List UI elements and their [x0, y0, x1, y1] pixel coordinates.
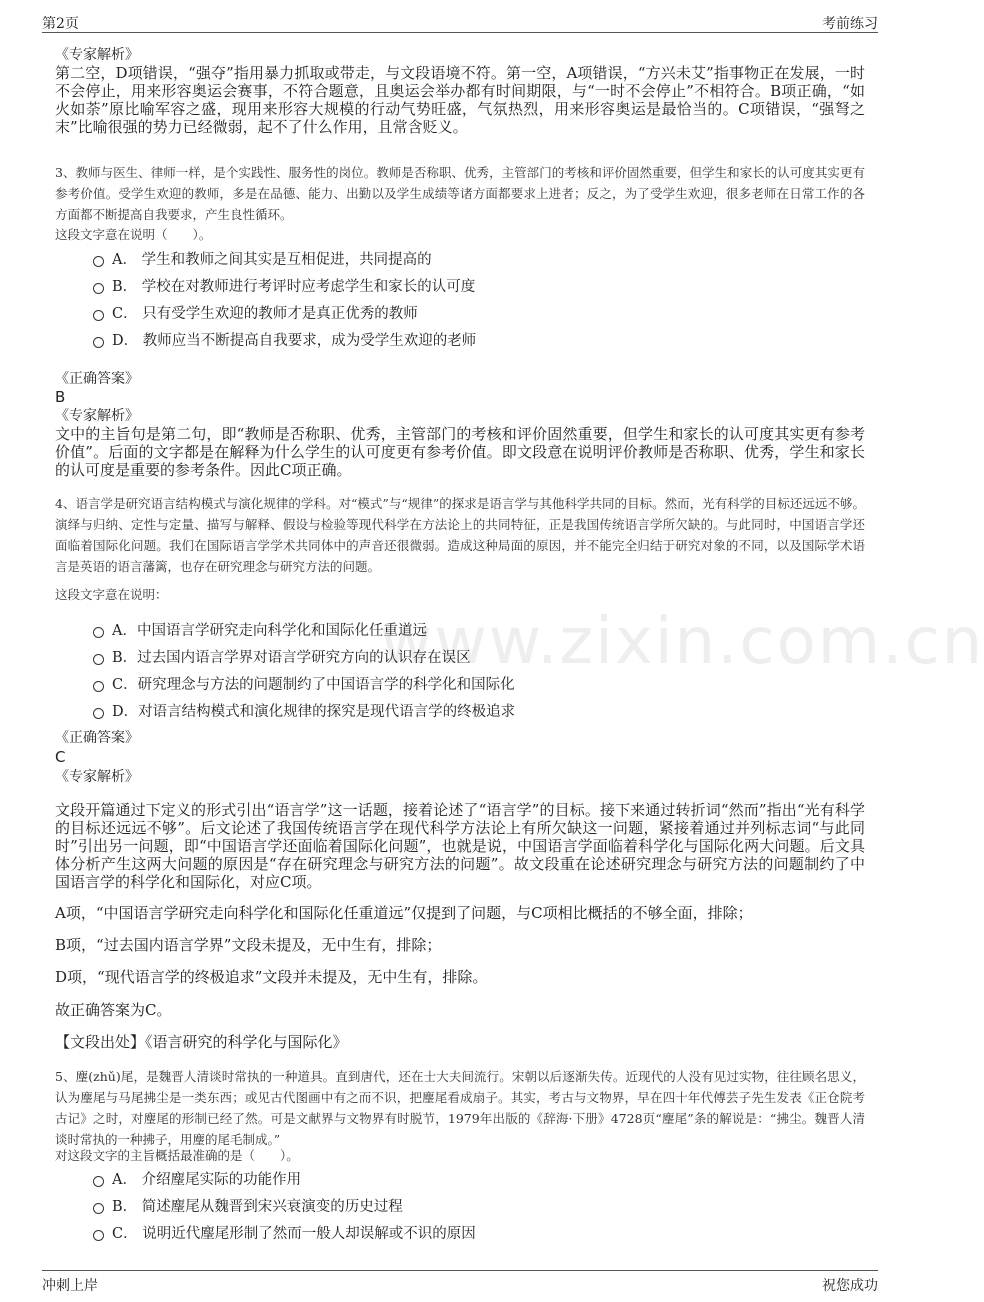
watermark: www.zixin.com.cn — [380, 605, 984, 679]
q5-stem: 5、麈(zhǔ)尾，是魏晋人清谈时常执的一种道具。直到唐代，还在士大夫间流行。宋朝以后逐渐失传。近现代的人没有见过实物，往往顾名思义，认为麈尾与马尾拂尘是一类东西；或见古代图画中有之而不识，把麈尾看成扇子。其实，考古与文物界，早在四十年代傅芸子先生发表《正仓院考古记》之时，对麈尾的形制已经了然。可是文献界与文物界有时脱节，1979年出版的《辞海·下册》4728页“麈尾”条的解说是：“拂尘。魏晋人清谈时常执的一种拂子，用麈的尾毛制成。” — [55, 1069, 865, 1147]
q5-option-c[interactable]: C． 说明近代麈尾形制了然而一般人却误解或不识的原因 — [93, 1220, 476, 1244]
radio-icon[interactable] — [93, 256, 104, 267]
q5-option-a[interactable]: A． 介绍麈尾实际的功能作用 — [93, 1166, 301, 1190]
q3-option-b[interactable]: B． 学校在对教师进行考评时应考虑学生和家长的认可度 — [93, 273, 475, 297]
q4-analysis: 文段开篇通过下定义的形式引出“语言学”这一话题，接着论述了“语言学”的目标。接下来通过转折词“然而”指出“光有科学的目标还远远不够”。后文论述了我国传统语言学在现代科学方法论上有所欠缺这一问题，紧接着通过并列标志词“与此同时”引出另一问题，即“中国语言学还面临着国际化问题”，也就是说，中国语言学面临着科学化与国际化两大问题。后文具体分析产生这两大问题的原因是“存在研究理念与研究方法的问题”。故文段重在论述研究理念与研究方法的问题制约了中国语言学的科学化和国际化，对应C项。 — [55, 801, 865, 891]
q2-analysis-text: 第二空，D项错误，“强夺”指用暴力抓取或带走，与文段语境不符。第一空，A项错误，“方兴未艾”指事物正在发展，一时不会停止，用来形容奥运会赛事，不符合题意，且奥运会举办都有时间期限，与“一时不会停止”不相符合。B项正确，“如火如荼”原比喻军容之盛，现用来形容大规模的行动气势旺盛，气氛热烈，用来形容奥运是最恰当的。C项错误，“强弩之末”比喻很强的势力已经微弱，起不了什么作用，且常含贬义。 — [55, 64, 865, 136]
q2-analysis-label: 《专家解析》 — [55, 47, 139, 63]
radio-icon[interactable] — [93, 310, 104, 321]
q4-analysis-label: 《专家解析》 — [55, 769, 139, 785]
q3-analysis-label: 《专家解析》 — [55, 408, 139, 424]
radio-icon[interactable] — [93, 627, 104, 638]
q4-answer: C — [55, 748, 66, 766]
radio-icon[interactable] — [93, 681, 104, 692]
q3-analysis: 文中的主旨句是第二句，即“教师是否称职、优秀，主管部门的考核和评价固然重要，但学生和家长的认可度其实更有参考价值”。后面的文字都是在解释为什么学生的认可度更有参考价值。即文段意在说明评价教师是否称职、优秀，学生和家长的认可度是重要的参考条件。因此C项正确。 — [55, 425, 865, 479]
radio-icon[interactable] — [93, 654, 104, 665]
q4-option-a[interactable]: A．中国语言学研究走向科学化和国际化任重道远 — [93, 617, 427, 641]
page-footer — [42, 1270, 878, 1293]
q4-note-a: A项，“中国语言学研究走向科学化和国际化任重道远”仅提到了问题，与C项相比概括的不够全面，排除； — [55, 904, 753, 922]
q5-prompt: 对这段文字的主旨概括最准确的是（ ）。 — [55, 1148, 299, 1163]
q4-prompt: 这段文字意在说明： — [55, 587, 168, 602]
q4-option-b[interactable]: B．过去国内语言学界对语言学研究方向的认识存在误区 — [93, 644, 471, 668]
q4-conclusion: 故正确答案为C。 — [55, 1001, 172, 1019]
radio-icon[interactable] — [93, 1203, 104, 1214]
footer-right: 祝您成功 — [822, 1278, 878, 1294]
q3-answer: B — [55, 388, 66, 406]
page-number: 第2页 — [42, 16, 79, 32]
header-title: 考前练习 — [822, 16, 878, 32]
q4-stem: 4、语言学是研究语言结构模式与演化规律的学科。对“模式”与“规律”的探求是语言学与其他科学共同的目标。然而，光有科学的目标还远远不够。演绎与归纳、定性与定量、描写与解释、假设与检验等现代科学在方法论上的共同特征，正是我国传统语言学所欠缺的。与此同时，中国语言学还面临着国际化问题。我们在国际语言学学术共同体中的声音还很微弱。造成这种局面的原因，并不能完全归结于研究对象的不同，以及国际学术语言是英语的语言藩篱，也存在研究理念与研究方法的问题。 — [55, 496, 865, 574]
q3-answer-label: 《正确答案》 — [55, 371, 139, 387]
q4-answer-label: 《正确答案》 — [55, 730, 139, 746]
q4-source: 【文段出处】《语言研究的科学化与国际化》 — [55, 1033, 348, 1051]
q4-option-d[interactable]: D．对语言结构模式和演化规律的探究是现代语言学的终极追求 — [93, 698, 515, 722]
q3-prompt: 这段文字意在说明（ ）。 — [55, 227, 212, 242]
q5-option-b[interactable]: B． 简述麈尾从魏晋到宋兴衰演变的历史过程 — [93, 1193, 403, 1217]
radio-icon[interactable] — [93, 1176, 104, 1187]
q3-option-a[interactable]: A． 学生和教师之间其实是互相促进，共同提高的 — [93, 246, 432, 270]
radio-icon[interactable] — [93, 708, 104, 719]
q4-note-d: D项，“现代语言学的终极追求”文段并未提及，无中生有，排除。 — [55, 968, 488, 986]
page-header — [42, 10, 878, 33]
q3-option-c[interactable]: C． 只有受学生欢迎的教师才是真正优秀的教师 — [93, 300, 418, 324]
q4-note-b: B项，“过去国内语言学界”文段未提及，无中生有，排除； — [55, 936, 442, 954]
radio-icon[interactable] — [93, 283, 104, 294]
q3-stem: 3、教师与医生、律师一样，是个实践性、服务性的岗位。教师是否称职、优秀，主管部门的考核和评价固然重要，但学生和家长的认可度其实更有参考价值。受学生欢迎的教师，多是在品德、能力、出勤以及学生成绩等诸方面都要求上进者；反之，为了受学生欢迎，很多老师在日常工作的各方面都不断提高自我要求，产生良性循环。 — [55, 165, 865, 222]
q4-option-c[interactable]: C．研究理念与方法的问题制约了中国语言学的科学化和国际化 — [93, 671, 515, 695]
radio-icon[interactable] — [93, 337, 104, 348]
q3-option-d[interactable]: D． 教师应当不断提高自我要求，成为受学生欢迎的老师 — [93, 327, 476, 351]
radio-icon[interactable] — [93, 1230, 104, 1241]
footer-left: 冲刺上岸 — [42, 1278, 98, 1294]
